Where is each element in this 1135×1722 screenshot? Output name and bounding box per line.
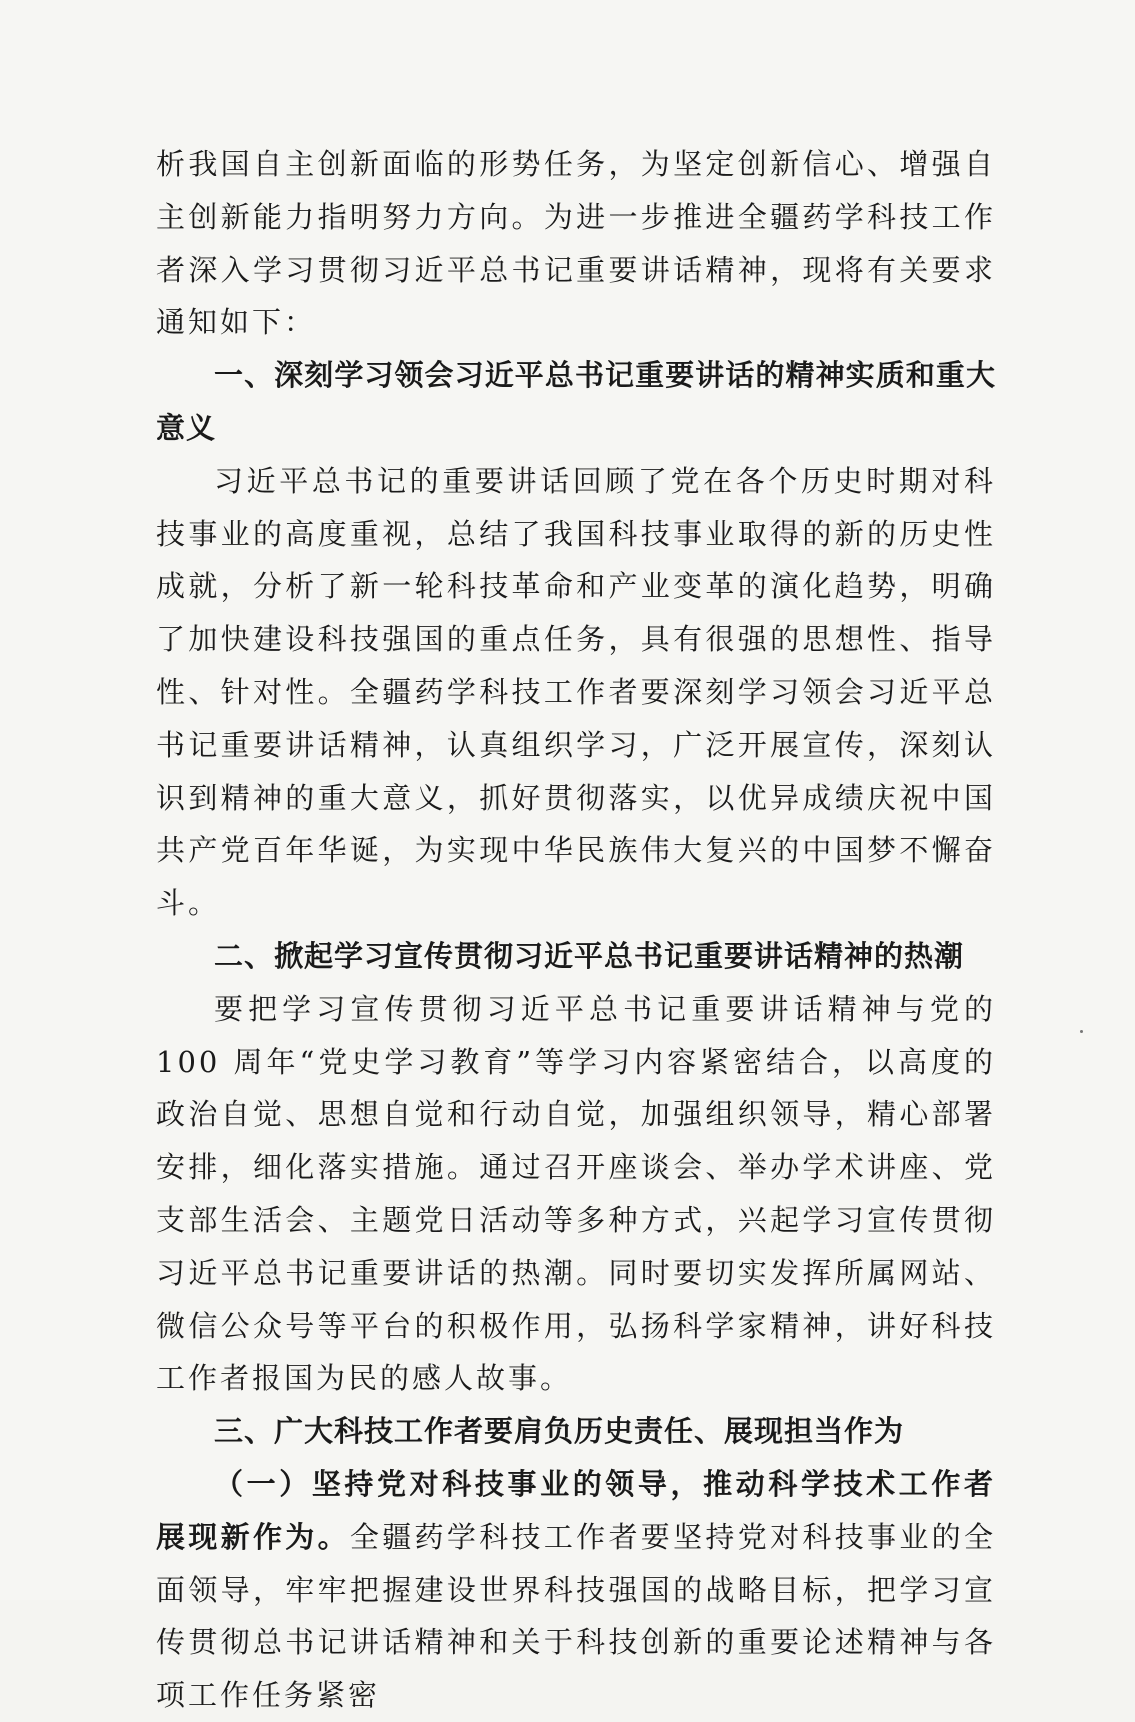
document-body (156, 138, 996, 1722)
section-heading-2: 二、掀起学习宣传贯彻习近平总书记重要讲话精神的热潮 (214, 938, 965, 973)
subsection-body-1: 全疆药学科技工作者要坚持党对科技事业的全面领导，牢牢把握建设世界科技强国的战略目标，把学习宣传贯彻总书记讲话精神和关于科技创新的重要论述精神与各项工作任务紧密 (156, 1519, 996, 1713)
paragraph-intro-continuation: 析我国自主创新面临的形势任务，为坚定创新信心、增强自主创新能力指明努力方向。为进一步推进全疆药学科技工作者深入学习贯彻习近平总书记重要讲话精神，现将有关要求通知如下： (156, 147, 996, 340)
paragraph-section-3-item-1 (156, 1458, 996, 1722)
scan-speck (1080, 1030, 1083, 1033)
section-heading-3: 三、广大科技工作者要肩负历史责任、展现担当作为 (214, 1414, 905, 1449)
paragraph-section-2: 要把学习宣传贯彻习近平总书记重要讲话精神与党的 100 周年“党史学习教育”等学习内容紧密结合，以高度的政治自觉、思想自觉和行动自觉，加强组织领导，精心部署安排，细化落实措施。通过召开座谈会、举办学术讲座、党支部生活会、主题党日活动等多种方式，兴起学习宣传贯彻习近平总书记重要讲话的热潮。同时要切实发挥所属网站、微信公众号等平台的积极作用，弘扬科学家精神，讲好科技工作者报国为民的感人故事。 (156, 991, 996, 1396)
section-heading-1: 一、深刻学习领会习近平总书记重要讲话的精神实质和重大意义 (156, 358, 996, 445)
paragraph-section-1: 习近平总书记的重要讲话回顾了党在各个历史时期对科技事业的高度重视，总结了我国科技事业取得的新的历史性成就，分析了新一轮科技革命和产业变革的演化趋势，明确了加快建设科技强国的重点任务，具有很强的思想性、指导性、针对性。全疆药学科技工作者要深刻学习领会习近平总书记重要讲话精神，认真组织学习，广泛开展宣传，深刻认识到精神的重大意义，抓好贯彻落实，以优异成绩庆祝中国共产党百年华诞，为实现中华民族伟大复兴的中国梦不懈奋斗。 (156, 463, 996, 921)
subsection-heading-1: （一）坚持党对科技事业的领导，推动科学技术工作者展现新作为。 (156, 1466, 996, 1554)
